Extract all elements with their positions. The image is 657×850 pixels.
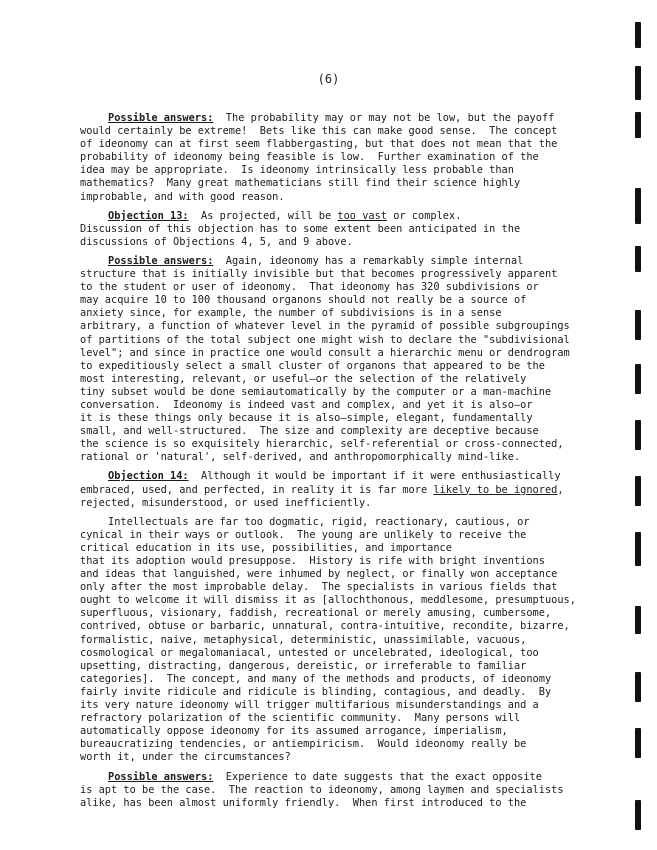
binding-mark [635,188,641,224]
text-line: bureaucratizing tendencies, or antiempiricism. Would ideonomy really be [80,738,527,751]
text-line: upsetting, distracting, dangerous, dereistic, or irreferable to familiar [80,659,527,672]
binding-mark [635,112,641,138]
text-line: and ideas that languished, were inhumed by neglect, or finally won acceptance [80,568,558,581]
binding-mark [635,728,641,758]
binding-mark [635,672,641,702]
text-line: Intellectuals are far too dogmatic, rigid, reactionary, cautious, or [108,515,530,528]
text-line: its very nature ideonomy will trigger multifarious misunderstandings and a [80,699,539,712]
text-line: Objection 13: As projected, will be too vast or complex. [108,209,462,222]
text-line: contrived, obtuse or barbaric, unnatural, contra-intuitive, recondite, bizarre, [80,620,570,633]
text-line: rational or 'natural', self-derived, and anthropomorphically mind-like. [80,451,521,464]
text-line: to the student or user of ideonomy. That ideonomy has 320 subdivisions or [80,281,539,294]
text-line: small, and well-structured. The size and complexity are deceptive because [80,425,539,438]
text-line: alike, has been almost uniformly friendly. When first introduced to the [80,796,527,809]
paragraph-label: Objection 14: [108,470,189,483]
text-line: Discussion of this objection has to some extent been anticipated in the [80,222,521,235]
paragraph-possible-answers-3 [80,771,590,810]
binding-mark [635,364,641,394]
text-line: categories]. The concept, and many of the methods and products, of ideonomy [80,672,552,685]
text-line: to expeditiously select a small cluster of organons that appeared to be the [80,359,545,372]
text-line: fairly invite ridicule and ridicule is blinding, contagious, and deadly. By [80,685,552,698]
text-line: improbable, and with good reason. [80,190,285,203]
text-line: discussions of Objections 4, 5, and 9 above. [80,235,353,248]
text-line: rejected, misunderstood, or used inefficiently. [80,496,372,509]
text-line: is apt to be the case. The reaction to ideonomy, among laymen and specialists [80,783,564,796]
text-line: automatically oppose ideonomy for its assumed arrogance, imperialism, [80,725,508,738]
text-line: cynical in their ways or outlook. The young are unlikely to receive the [80,528,527,541]
text-line: superfluous, visionary, faddish, recreational or merely amusing, cumbersome, [80,607,552,620]
text-line: arbitrary, a function of whatever level in the pyramid of possible subgroupings [80,320,570,333]
text-line: only after the most improbable delay. The specialists in various fields that [80,581,558,594]
underlined-phrase: too vast [337,209,387,222]
body-text [80,112,590,816]
paragraph-possible-answers-1 [80,112,590,204]
text-line: of ideonomy can at first seem flabbergasting, but that does not mean that the [80,138,558,151]
paragraph-label: Possible answers: [108,254,214,267]
binding-mark [635,800,641,830]
paragraph-label: Possible answers: [108,112,214,124]
text-line: conversation. Ideonomy is indeed vast and complex, and yet it is also—or [80,398,533,411]
text-line: tiny subset would be done semiautomatically by the computer or a man-machine [80,385,552,398]
text-line: ought to welcome it will dismiss it as [allochthonous, meddlesome, presumptuous, [80,594,576,607]
text-line: idea may be appropriate. Is ideonomy intrinsically less probable than [80,164,514,177]
text-line: formalistic, naive, metaphysical, deterministic, unassimilable, vacuous, [80,633,527,646]
binding-mark [635,246,641,272]
text-line: structure that is initially invisible but that becomes progressively apparent [80,268,558,281]
text-line: it is these things only because it is also—simple, elegant, fundamentally [80,412,533,425]
paragraph-label: Objection 13: [108,209,189,222]
text-line: Possible answers: Experience to date suggests that the exact opposite [108,770,542,783]
text-line: Possible answers: The probability may or may not be low, but the payoff [108,112,555,124]
binding-mark [635,606,641,634]
binding-mark [635,532,641,566]
text-line: most interesting, relevant, or useful—or the selection of the relatively [80,372,527,385]
text-line: refractory polarization of the scientific community. Many persons will [80,712,521,725]
binding-mark [635,66,641,100]
text-line: anxiety since, for example, the number of subdivisions is in a sense [80,307,502,320]
text-line: critical education in its use, possibilities, and importance [80,541,452,554]
paragraph-objection-14 [80,470,590,509]
paragraph-objection-13 [80,210,590,249]
text-line: of partitions of the total subject one might wish to declare the "subdivisional [80,333,570,346]
binding-mark [635,420,641,450]
paragraph-label: Possible answers: [108,770,214,783]
text-line: the science is so exquisitely hierarchic, self-referential or cross-connected, [80,438,564,451]
paragraph-intellectuals [80,516,590,765]
binding-mark [635,310,641,340]
text-line: embraced, used, and perfected, in reality it is far more likely to be ignored, [80,483,564,496]
text-line: mathematics? Many great mathematicians still find their science highly [80,177,521,190]
text-line: would certainly be extreme! Bets like this can make good sense. The concept [80,125,558,138]
text-line: that its adoption would presuppose. History is rife with bright inventions [80,555,545,567]
text-line: cosmological or megalomaniacal, untested or uncelebrated, ideological, too [80,646,539,659]
text-line: worth it, under the circumstances? [80,751,291,764]
binding-mark [635,476,641,506]
text-line: level"; and since in practice one would consult a hierarchic menu or dendrogram [80,346,570,359]
text-line: may acquire 10 to 100 thousand organons should not really be a source of [80,294,527,307]
paragraph-possible-answers-2 [80,255,590,465]
text-line: Objection 14: Although it would be important if it were enthusiastically [108,470,561,483]
binding-mark [635,22,641,48]
text-line: Possible answers: Again, ideonomy has a remarkably simple internal [108,254,524,267]
underlined-phrase: likely to be ignored [433,483,558,496]
binding-marks [631,0,645,850]
text-line: probability of ideonomy being feasible is low. Further examination of the [80,151,539,164]
page-number: (6) [317,72,340,86]
